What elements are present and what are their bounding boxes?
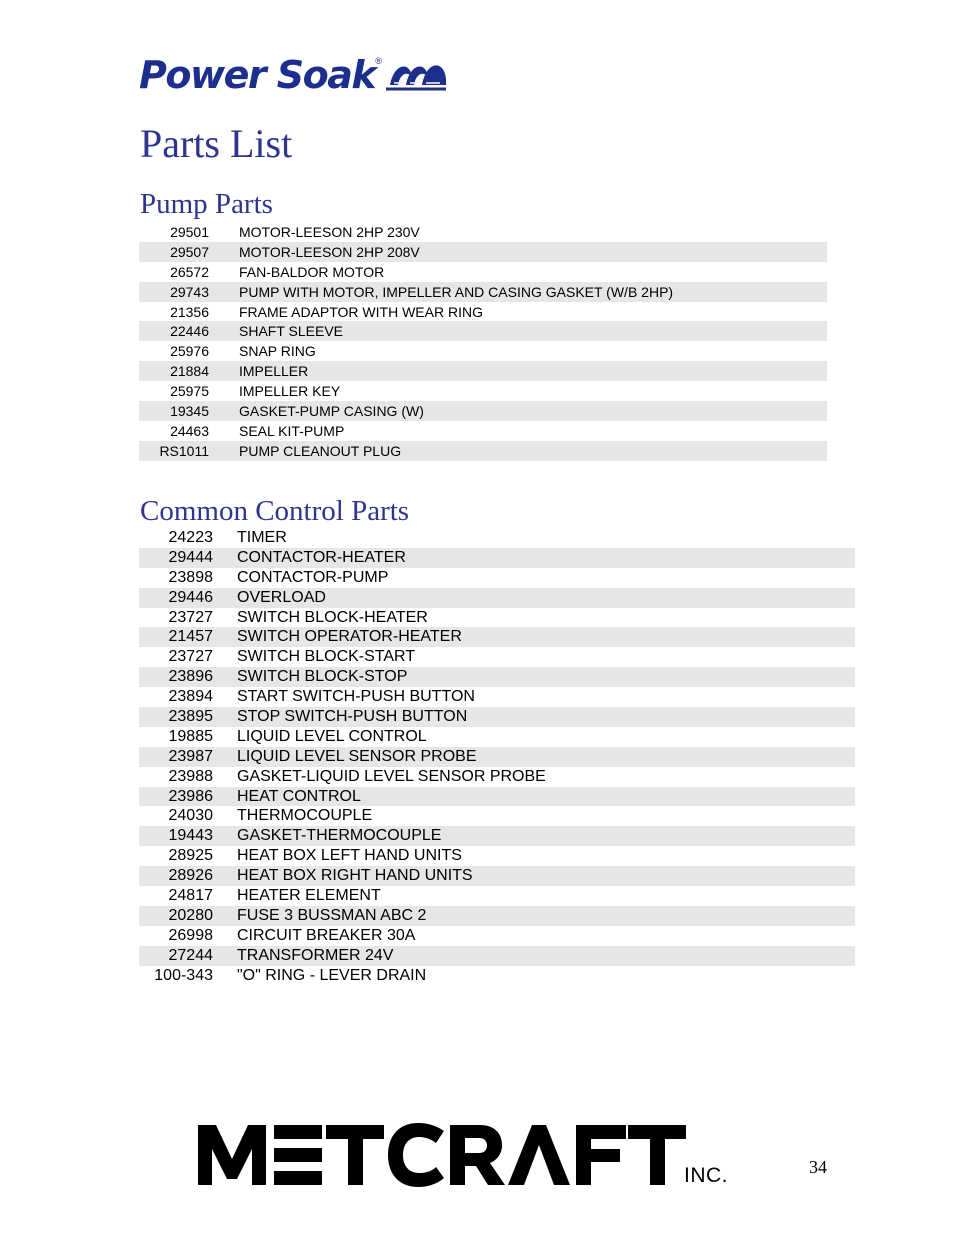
part-description: TRANSFORMER 24V — [237, 946, 394, 964]
part-description: MOTOR-LEESON 2HP 230V — [239, 223, 420, 240]
part-number: 23894 — [168, 688, 213, 706]
part-description: SHAFT SLEEVE — [239, 323, 344, 340]
pump-parts-list — [139, 222, 827, 461]
table-row — [139, 401, 827, 421]
part-description: IMPELLER KEY — [239, 383, 341, 400]
part-description: CONTACTOR-HEATER — [237, 548, 406, 566]
part-number: 22446 — [170, 323, 209, 340]
part-number: 20280 — [168, 906, 213, 924]
part-description: SWITCH BLOCK-STOP — [237, 668, 408, 686]
part-number: 21356 — [170, 303, 209, 320]
part-description: HEAT CONTROL — [237, 787, 361, 805]
part-description: HEAT BOX LEFT HAND UNITS — [237, 847, 462, 865]
part-description: PUMP CLEANOUT PLUG — [239, 442, 402, 459]
part-number: 24817 — [168, 886, 213, 904]
part-description: SWITCH BLOCK-HEATER — [237, 608, 428, 626]
part-description: "O" RING - LEVER DRAIN — [237, 966, 427, 984]
part-description: LIQUID LEVEL CONTROL — [237, 727, 427, 745]
part-number: 24030 — [168, 807, 213, 825]
table-row — [139, 727, 855, 747]
part-number: 21884 — [170, 363, 209, 380]
part-number: RS1011 — [159, 442, 209, 459]
pump-parts-heading: Pump Parts — [140, 188, 273, 220]
part-number: 23727 — [168, 648, 213, 666]
metcraft-logo — [196, 1121, 736, 1187]
table-row — [139, 846, 855, 866]
part-number: 19885 — [168, 727, 213, 745]
part-description: GASKET-THERMOCOUPLE — [237, 827, 442, 845]
table-row — [139, 647, 855, 667]
table-row — [139, 341, 827, 361]
part-description: THERMOCOUPLE — [237, 807, 373, 825]
part-number: 25976 — [170, 343, 209, 360]
part-number: 23898 — [168, 568, 213, 586]
part-number: 24463 — [170, 422, 209, 439]
power-soak-logo — [139, 52, 448, 98]
table-row — [139, 381, 827, 401]
part-number: 21457 — [168, 628, 213, 646]
table-row — [139, 242, 827, 262]
table-row — [139, 687, 855, 707]
part-number: 24223 — [168, 528, 213, 546]
part-description: OVERLOAD — [237, 588, 326, 606]
part-number: 23895 — [168, 707, 213, 725]
part-number: 29501 — [170, 223, 209, 240]
wave-logo-icon — [384, 57, 448, 93]
part-description: FRAME ADAPTOR WITH WEAR RING — [239, 303, 483, 320]
table-row — [139, 866, 855, 886]
table-row — [139, 262, 827, 282]
table-row — [139, 282, 827, 302]
part-description: SWITCH OPERATOR-HEATER — [237, 628, 462, 646]
part-description: FAN-BALDOR MOTOR — [239, 263, 385, 280]
part-number: 23987 — [168, 747, 213, 765]
table-row — [139, 747, 855, 767]
table-row — [139, 826, 855, 846]
part-number: 29743 — [170, 283, 209, 300]
part-number: 19345 — [170, 402, 209, 419]
registered-mark: ® — [375, 56, 382, 66]
table-row — [139, 588, 855, 608]
part-number: 100-343 — [154, 966, 213, 984]
part-number: 28925 — [168, 847, 213, 865]
part-description: GASKET-LIQUID LEVEL SENSOR PROBE — [237, 767, 546, 785]
part-number: 23727 — [168, 608, 213, 626]
brand-logo-text: Power Soak — [139, 53, 376, 97]
table-row — [139, 966, 855, 986]
part-description: IMPELLER — [239, 363, 309, 380]
table-row — [139, 667, 855, 687]
part-description: PUMP WITH MOTOR, IMPELLER AND CASING GASKET (W/B 2HP) — [239, 283, 674, 300]
part-number: 23988 — [168, 767, 213, 785]
metcraft-wordmark-icon — [196, 1121, 686, 1187]
part-number: 29507 — [170, 243, 209, 260]
part-number: 25975 — [170, 383, 209, 400]
part-description: CIRCUIT BREAKER 30A — [237, 926, 416, 944]
part-number: 26998 — [168, 926, 213, 944]
table-row — [139, 906, 855, 926]
part-number: 29444 — [168, 548, 213, 566]
table-row — [139, 926, 855, 946]
part-description: TIMER — [237, 528, 287, 546]
table-row — [139, 421, 827, 441]
part-description: HEAT BOX RIGHT HAND UNITS — [237, 867, 473, 885]
table-row — [139, 361, 827, 381]
part-description: CONTACTOR-PUMP — [237, 568, 389, 586]
part-description: SNAP RING — [239, 343, 316, 360]
part-number: 28926 — [168, 867, 213, 885]
table-row — [139, 441, 827, 461]
control-parts-list — [139, 528, 855, 985]
table-row — [139, 787, 855, 807]
table-row — [139, 608, 855, 628]
part-number: 19443 — [168, 827, 213, 845]
part-description: HEATER ELEMENT — [237, 886, 381, 904]
part-description: START SWITCH-PUSH BUTTON — [237, 688, 475, 706]
table-row — [139, 946, 855, 966]
page-number: 34 — [809, 1157, 827, 1177]
part-description: GASKET-PUMP CASING (W) — [239, 402, 424, 419]
part-number: 26572 — [170, 263, 209, 280]
table-row — [139, 548, 855, 568]
page-title: Parts List — [140, 121, 293, 166]
table-row — [139, 302, 827, 322]
table-row — [139, 528, 855, 548]
table-row — [139, 568, 855, 588]
part-description: MOTOR-LEESON 2HP 208V — [239, 243, 420, 260]
part-description: LIQUID LEVEL SENSOR PROBE — [237, 747, 477, 765]
control-parts-heading: Common Control Parts — [140, 495, 410, 527]
part-description: FUSE 3 BUSSMAN ABC 2 — [237, 906, 427, 924]
table-row — [139, 627, 855, 647]
table-row — [139, 886, 855, 906]
part-description: STOP SWITCH-PUSH BUTTON — [237, 707, 468, 725]
table-row — [139, 806, 855, 826]
company-suffix: INC. — [684, 1164, 728, 1187]
part-number: 27244 — [168, 946, 213, 964]
part-number: 29446 — [168, 588, 213, 606]
part-description: SEAL KIT-PUMP — [239, 422, 345, 439]
part-number: 23986 — [168, 787, 213, 805]
table-row — [139, 222, 827, 242]
part-description: SWITCH BLOCK-START — [237, 648, 416, 666]
table-row — [139, 707, 855, 727]
table-row — [139, 767, 855, 787]
table-row — [139, 321, 827, 341]
part-number: 23896 — [168, 668, 213, 686]
